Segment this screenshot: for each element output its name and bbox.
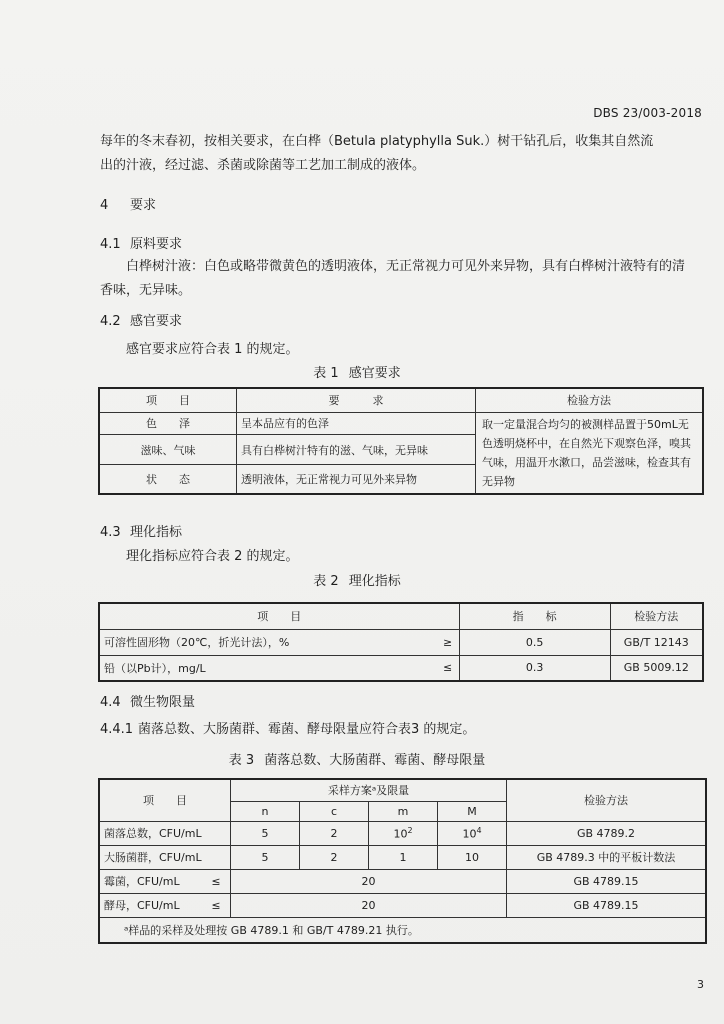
caption-title: 菌落总数、大肠菌群、霉菌、酵母限量	[264, 753, 486, 768]
table-cell: 2	[300, 821, 369, 845]
sensory-intro: 感官要求应符合表 1 的规定。	[126, 342, 299, 357]
caption-number: 表 3	[228, 753, 255, 768]
section-4-heading	[100, 194, 156, 213]
caption-number: 表 2	[313, 574, 339, 589]
table-cell: GB/T 12143	[610, 629, 703, 655]
section-number: 4.3	[100, 525, 121, 540]
section-number: 4.2	[100, 314, 121, 329]
value-base: 10	[462, 827, 477, 841]
table-header: 采样方案ᵃ及限量	[231, 779, 507, 801]
raw-material-line-1: 白桦树汁液：白色或略带微黄色的透明液体，无正常视力可见外来异物，具有白桦树汁液特有的清	[126, 259, 686, 274]
table-cell: 0.3	[459, 655, 610, 681]
caption-title: 感官要求	[348, 366, 401, 381]
table-cell: 呈本品应有的色泽	[237, 412, 476, 434]
table-cell: 5	[231, 821, 300, 845]
value-base: 10	[393, 827, 408, 841]
table-cell: 透明液体，无正常视力可见外来异物	[237, 465, 476, 494]
value-exponent: 2	[407, 825, 413, 835]
table-header: 要 求	[237, 388, 476, 412]
sensory-table	[98, 387, 704, 495]
section-title: 要求	[130, 198, 157, 213]
table-header: 检验方法	[476, 388, 704, 412]
table-cell: ≤	[437, 655, 460, 681]
table-cell: GB 4789.3 中的平板计数法	[507, 845, 707, 869]
caption-number: 表 1	[313, 366, 339, 381]
section-number: 4.4	[100, 695, 121, 710]
table-1-caption	[0, 362, 724, 381]
section-title: 感官要求	[130, 314, 183, 329]
table-cell	[369, 821, 438, 845]
section-number: 4	[100, 198, 109, 213]
section-title: 理化指标	[130, 525, 183, 540]
table-cell: 可溶性固形物（20℃，折光计法），%	[99, 629, 437, 655]
table-header: 检验方法	[610, 603, 703, 629]
section-number: 4.4.1	[100, 722, 134, 737]
table-subheader: m	[369, 801, 438, 821]
table-cell: 5	[231, 845, 300, 869]
table-header: 项 目	[99, 388, 237, 412]
physchem-intro: 理化指标应符合表 2 的规定。	[126, 549, 299, 564]
section-4-4-1-text	[100, 718, 475, 737]
table-cell: GB 4789.2	[507, 821, 707, 845]
intro-paragraph	[100, 130, 690, 178]
table-cell: ≥	[437, 629, 460, 655]
section-4-1-heading	[100, 233, 182, 252]
table-3-caption	[0, 749, 724, 768]
table-cell	[438, 821, 507, 845]
table-cell: 10	[438, 845, 507, 869]
value-exponent: 4	[476, 825, 482, 835]
table-header: 项 目	[99, 603, 459, 629]
table-subheader: n	[231, 801, 300, 821]
table-cell: 色 泽	[99, 412, 237, 434]
intro-line-2: 出的汁液，经过滤、杀菌或除菌等工艺加工制成的液体。	[100, 158, 426, 173]
table-cell: GB 4789.15	[507, 893, 707, 917]
table-cell-method: 取一定量混合均匀的被测样品置于50mL无色透明烧杯中，在自然光下观察色泽，嗅其气味，用温开水漱口，品尝滋味，检查其有无异物	[476, 412, 704, 494]
table-cell: 20	[231, 893, 507, 917]
table-subheader: M	[438, 801, 507, 821]
caption-title: 理化指标	[348, 574, 401, 589]
table-cell: 滋味、气味	[99, 434, 237, 465]
table-2-caption	[0, 570, 724, 589]
table-footnote: ᵃ样品的采样及处理按 GB 4789.1 和 GB/T 4789.21 执行。	[99, 917, 706, 943]
microbial-table	[98, 778, 707, 944]
table-header: 指 标	[459, 603, 610, 629]
table-cell: 大肠菌群，CFU/mL	[99, 845, 231, 869]
table-subheader: c	[300, 801, 369, 821]
table-cell: ≤	[202, 893, 231, 917]
raw-material-paragraph	[100, 255, 690, 303]
physchem-table	[98, 602, 704, 682]
table-cell: ≤	[202, 869, 231, 893]
table-cell: 20	[231, 869, 507, 893]
section-title: 微生物限量	[130, 695, 196, 710]
table-header: 项 目	[99, 779, 231, 821]
table-cell: GB 4789.15	[507, 869, 707, 893]
table-cell: 具有白桦树汁特有的滋、气味，无异味	[237, 434, 476, 465]
table-cell: 铅（以Pb计），mg/L	[99, 655, 437, 681]
table-cell: GB 5009.12	[610, 655, 703, 681]
table-cell: 1	[369, 845, 438, 869]
raw-material-line-2: 香味，无异味。	[100, 283, 192, 298]
section-4-4-heading	[100, 691, 195, 710]
page-number: 3	[697, 978, 704, 991]
table-cell: 0.5	[459, 629, 610, 655]
table-cell: 菌落总数，CFU/mL	[99, 821, 231, 845]
table-cell: 状 态	[99, 465, 237, 494]
section-4-3-heading	[100, 521, 182, 540]
standard-number: DBS 23/003-2018	[593, 106, 702, 120]
section-text: 菌落总数、大肠菌群、霉菌、酵母限量应符合表3 的规定。	[138, 722, 476, 737]
table-cell: 酵母，CFU/mL	[99, 893, 202, 917]
table-cell: 霉菌，CFU/mL	[99, 869, 202, 893]
table-cell: 2	[300, 845, 369, 869]
section-4-2-heading	[100, 310, 182, 329]
section-number: 4.1	[100, 237, 121, 252]
table-header: 检验方法	[507, 779, 707, 821]
section-title: 原料要求	[130, 237, 183, 252]
intro-line-1: 每年的冬末春初，按相关要求，在白桦（Betula platyphylla Suk.）树干钻孔后，收集其自然流	[100, 134, 654, 149]
